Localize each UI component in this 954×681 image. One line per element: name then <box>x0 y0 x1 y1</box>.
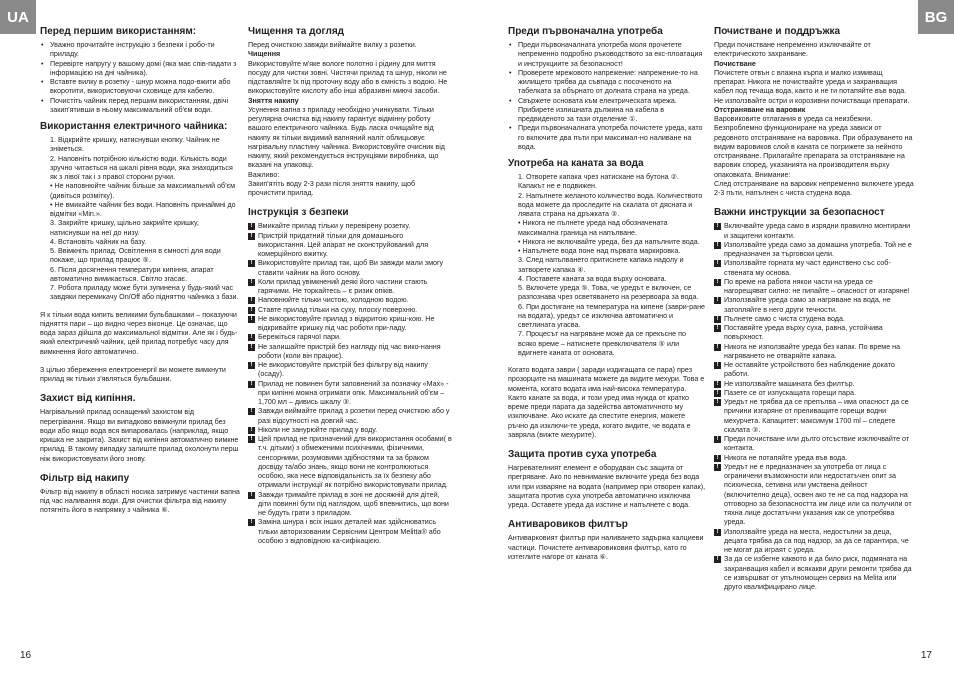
warning-icon: ! <box>714 436 721 443</box>
page-number-right: 17 <box>920 650 932 661</box>
warning-icon: ! <box>714 223 721 230</box>
list-item: 7. Робота приладу може бути зупинена у будь-який час завдяки перемикачу On/Off або підняттю чайника з бази. <box>50 284 239 302</box>
subheading-cleaning-bg: Почистване <box>714 59 756 68</box>
paragraph: Когато водата заври ( заради издигащата се пара) през прозорците на машината можете да видите мехури. Това е момента, когато водата има най-висока температура. Както канате за вода, и този уред има нужда от кратко време преди парата да задейства автоматичното му изключване. Ако искате да спестите енергия, можете ръчно да изключи-те уреда, когато видите, че водата е завряла (вижте мехурите). <box>508 366 705 439</box>
list-item: 5. Ввімкніть прилад. Освітлення в ємності для води покаже, що прилад працює ⑤. <box>50 247 221 265</box>
list-item: • Свържете основата към електрическата мрежа. Прибирете излишната дължина на кабела в предвиденото за тази отделение ①. <box>508 97 706 125</box>
usage-steps-bg <box>508 173 706 358</box>
paragraph: Нагревателният елемент е оборудван със защита от прегряване. Ако по невнимание включите уреда без вода или при изваряне на водата (например при отворен капак), защитата против суха употреба автоматично изключва уреда. Оставете уреда да изстине и напълнете с вода. <box>508 464 706 509</box>
warning-icon: ! <box>248 233 255 240</box>
list-item: ! Използвайте уреда само за нагряване на вода, не затопляйте в него други течности. <box>714 296 914 315</box>
list-item: • Никога не пълнете уреда над обозначената максимална граница на напълване. <box>518 219 668 237</box>
page-number-left: 16 <box>20 650 32 661</box>
warning-icon: ! <box>248 223 255 230</box>
list-item: ! Вмикайте прилад тільки у перевірену розетку. <box>248 222 452 231</box>
list-item: • Не наповнюйте чайник більше за максимальний об'єм (дивіться розмітку). <box>50 182 236 200</box>
list-item: 7. Процесът на нагряване може да се прекъсне по всяко време – натиснете превключвателя ⑤ или вдигнете каната от основата. <box>518 330 686 357</box>
list-item: ! Ставте прилад тільки на суху, плоску поверхню. <box>248 306 452 315</box>
warning-icon: ! <box>714 556 721 563</box>
heading-before-first-use-bg: Преди първоначална употреба <box>508 26 663 37</box>
heading-before-first-use: Перед першим використанням: <box>40 26 197 37</box>
column-ua-usage <box>40 26 240 525</box>
list-item: 4. Поставете каната за вода върху основата. <box>518 274 667 283</box>
list-item: 1. Відкрийте кришку, натиснувши кнопку. Чайник не зніметься. <box>50 136 220 154</box>
paragraph: Використовуйте м'яке вологе полотно і рідину для миття посуду для чистки зовні. Чистячи прилад та шнур, ніколи не підставляйте їх під проточну воду або в ємність з водою. Не використовуйте кислоту або інші абразивні миючі засоби. <box>248 59 448 96</box>
list-item: 3. След напълването притиснете капака надолу и затворете капака ④. <box>518 256 684 274</box>
list-item: ! Використовуйте прилад так, щоб Ви завжди мали змогу ставити чайник на його основу. <box>248 259 452 278</box>
paragraph: Я к тільки вода кипить великими бульбашками – показуючи підняття пари – що видно через віконце. Це означає, що вода зараз дійшла до максимальної відмітки. Але як і будь-який електричний чайник, цей прилад потребує часу для вимкнення його автоматично. <box>40 310 238 356</box>
list-item: ! Завжди виймайте прилад з розетки перед очисткою або у разі відсутності на довгий час. <box>248 407 452 426</box>
list-item: ! Не залишайте пристрій без нагляду під час вико-нання роботи (коли він працює). <box>248 343 452 362</box>
paragraph: Перед очисткою завжди виймайте вилку з розетки. <box>248 41 417 49</box>
list-item: ! Заміна шнура і всіх інших деталей має здійснюватись тільки авторизованим Сервісним Центром Melitta® або особою з відповідною ка-сифікацією. <box>248 518 452 546</box>
column-bg-usage <box>508 26 706 571</box>
warning-icon: ! <box>714 325 721 332</box>
subheading-cleaning: Чищення <box>248 50 281 59</box>
warning-icon: ! <box>714 242 721 249</box>
warning-icon: ! <box>714 279 721 286</box>
list-item: ! По време на работа някои части на уреда се нагорещяват силно: не пипайте – опасност от изгаряне! <box>714 278 914 297</box>
paragraph: Закип'ятіть воду 2-3 рази після зняття накипу, щоб прочистити прилад. <box>248 179 416 197</box>
warning-icon: ! <box>714 316 721 323</box>
list-item: ! Включвайте уреда само в изрядни правилно монтирани и защитени контакти. <box>714 222 914 241</box>
heading-cleaning-care-bg: Почистване и поддръжка <box>714 26 841 37</box>
list-item: ! Наповнюйте тільки чистою, холодною водою. <box>248 296 452 305</box>
heading-safety: Інструкція з безпеки <box>248 207 349 219</box>
warning-icon: ! <box>248 427 255 434</box>
safety-list-bg <box>714 222 914 592</box>
warning-icon: ! <box>714 455 721 462</box>
paragraph: Антиварковият филтър при наливането задържа калциеви частици. Почистете антиваровиковия филтър, като го изтеглите нагоре от каната ⑥. <box>508 534 704 561</box>
paragraph: З цілью збереження електроенергії ви можете вимкнути прилад як тільки з'являться бульбашки. <box>40 365 226 383</box>
list-item: 6. Після досягнення температури кипіння, апарат автоматично вимикається. Світло згасає. <box>50 265 214 283</box>
list-item: 4. Встановіть чайник на базу. <box>50 237 147 246</box>
list-item: ! Уредът не трябва да се препълва – има опасност да се причини изгаряне от преливащите горещи водни мехурчета. Капацитет: максимум 1700 ml – следете скалата ③. <box>714 398 914 435</box>
paragraph: След отстраняване на варовик непременно включете уреда 2-3 пъти, напълнен с чиста студена вода. <box>714 179 914 197</box>
language-tab-ua: UA <box>0 0 36 34</box>
warning-icon: ! <box>248 279 255 286</box>
list-item: • Уважно прочитайте інструкцію з безпеки і робо-ти приладу. <box>40 41 240 60</box>
list-item: ! Никога не използвайте уреда без капак. По време на нагряването не отваряйте капака. <box>714 343 914 362</box>
list-item: ! Не використовуйте пристрій без фільтру від накипу (осаду). <box>248 361 452 380</box>
warning-icon: ! <box>248 334 255 341</box>
list-item: • Преди първоначалната употреба почистете уреда, като го включите два пъти при максимал-но наливане на вода. <box>508 124 706 152</box>
warning-icon: ! <box>248 362 255 369</box>
warning-icon: ! <box>248 436 255 443</box>
first-use-list <box>40 41 240 115</box>
list-item: 5. Включете уреда ⑤. Това, че уредът е включен, се разпознава чрез осветяването на резервоара за вода. <box>518 284 699 302</box>
list-item: ! Уредът не е предназначен за употреба от лица с ограничени възможности или недостатъчен опит за психическа, сетивна или умствена дейност (включително деца), освен ако те не са под надзора на отговорно за безопасността им лице или са получили от тяхна лице достатъчни указания как се употребява уреда. <box>714 463 914 528</box>
list-item: • Почистіть чайник перед першим використанням, двічі закип'ятивши в ньому максимальний об'єм води. <box>40 97 240 116</box>
heading-kettle-use: Використання електричного чайника: <box>40 121 228 132</box>
list-item: ! Завжди тримайте прилад в зоні не досяжній для дітей, діти повинні бути під наглядом, щоб впевнитись, що вони не будуть грати з приладом. <box>248 491 452 519</box>
list-item: ! Пълнете само с чиста студена вода. <box>714 315 914 324</box>
list-item: ! Не використовуйте прилад з відкритою криш-кою. Не відкривайте кришку під час роботи при-ладу. <box>248 315 452 334</box>
list-item: 3. Закрийте кришку, щільно закрийте кришку, натиснувши на неї до низу. <box>50 219 199 237</box>
warning-icon: ! <box>248 260 255 267</box>
list-item: ! Никога не потапяйте уреда във вода. <box>714 454 914 463</box>
subheading-descaling: Зняття накипу <box>248 96 299 105</box>
list-item: • Не вмикайте чайник без води. Наповніть принаймні до відмітки «Min.». <box>50 200 236 218</box>
safety-list <box>248 222 452 546</box>
first-use-list-bg <box>508 41 706 152</box>
warning-icon: ! <box>714 297 721 304</box>
heading-kettle-use-bg: Употреба на каната за вода <box>508 158 644 169</box>
warning-icon: ! <box>248 408 255 415</box>
warning-icon: ! <box>248 381 255 388</box>
warning-icon: ! <box>714 390 721 397</box>
list-item: ! Не използвайте машината без филтър. <box>714 380 914 389</box>
list-item: 2. Наповніть потрібною кількістю води. Кількість води зручно читається на шкалі рівня води, яка знаходиться як з лівої так і з правої сторони ручки. <box>50 154 233 181</box>
list-item: ! Коли прилад увімкнений деякі його частини стають гарячими. Не торкайтесь – є ризик опіків. <box>248 278 452 297</box>
warning-icon: ! <box>248 492 255 499</box>
paragraph: Усунення вапна з приладу необхідно учинкувати. Тільки регулярна очистка від накипу гарантує відмінну роботу вашого електричного чайника. Будь ласка очищайте від накипу як тільки видимий вапняний наліт облицьовує нагрівальну пластину чайника. Використовуйте очисник від накипу, який рекомендується інструкціями виробника, що вказані на упаковці. <box>248 105 445 170</box>
list-item: • Перевірте напругу у вашому домі (яка має спів-падати з інформацією на дні чайника). <box>40 60 240 79</box>
list-item: ! Поставяйте уреда върху суха, равна, устойчива повърхност. <box>714 324 914 343</box>
list-item: • Напълнете вода поне над първата маркировка. <box>518 247 681 255</box>
heading-scale-filter-bg: Антиваровиков филтър <box>508 519 628 531</box>
column-bg-care <box>714 26 914 592</box>
heading-dry-protection-bg: Защита против суха употреба <box>508 449 657 460</box>
warning-icon: ! <box>714 260 721 267</box>
warning-icon: ! <box>714 362 721 369</box>
list-item: ! Прилад не повинен бути заповнений за позначку «Max» - при кипінні можна отримати опік. Максимальний об'єм – 1,700 мл – дивись шкалу ③. <box>248 380 452 408</box>
list-item: ! За да се избегне каквото и да било риск, подмяната на захранващия кабел и всякакви други ремонти трябва да се извършват от упълномощен сервиз на Melita или друго квалифицирано лице. <box>714 555 914 592</box>
list-item: 1. Отворете капака чрез натискане на бутона ②. Капакът не е подвижен. <box>518 173 679 191</box>
warning-icon: ! <box>248 344 255 351</box>
usage-steps <box>40 136 240 303</box>
list-item: • Преди първоначалната употреба моля прочетете непременно подробно ръководството за екс-плоатация и инструкциите за безопасност! <box>508 41 706 69</box>
heading-dry-boil-protection: Захист від кипіння. <box>40 393 136 405</box>
warning-icon: ! <box>248 316 255 323</box>
list-item: • Никога не включвайте уреда, без да напълните вода. <box>518 237 700 246</box>
paragraph: Преди почистване непременно изключвайте от електрическото захранване. <box>714 41 871 59</box>
list-item: ! Преди почистване или дълго отсъствие изключвайте от контакта. <box>714 435 914 454</box>
paragraph: Варовиковите отлагания в уреда са неизбежни. Безпроблемно функциониране на уреда зависи от редовното отстраняване на варовика. При образуването на видим варовиков слой в каната се погрижете за нейното отстраняване. Прилагайте препарата за отстраняване на варовик според, указанията на производителя върху опаковката. Внимание: <box>714 115 913 179</box>
warning-icon: ! <box>714 381 721 388</box>
paragraph: Важливо: <box>248 170 280 179</box>
warning-icon: ! <box>248 297 255 304</box>
list-item: ! Пазете се от изпускащата горещи пара. <box>714 389 914 398</box>
list-item: ! Ніколи не занурюйте прилад у воду. <box>248 426 452 435</box>
paragraph: Нагрівальний прилад оснащений захистом від перегрівання. Якщо ви випадково ввімкнули прилад без води або якщо вода вся випаровалась (наприклад, якщо кришка не закрита). Захист від кипіння автоматично вимкне прилад. В такому випадку залиште прилад охолонути перш ніж використовувати його знову. <box>40 408 239 463</box>
list-item: • Вставте вилку в розетку - шнур можна подо-вжити або вкоротити, використовуючи сховище для кабелю. <box>40 78 240 97</box>
warning-icon: ! <box>714 399 721 406</box>
warning-icon: ! <box>714 464 721 471</box>
warning-icon: ! <box>248 307 255 314</box>
heading-scale-filter: Фільтр від накипу <box>40 472 130 484</box>
column-ua-care <box>248 26 452 546</box>
paragraph: Почистете отвън с влажна кърпа и малко измиващ препарат. Никога не почиствайте уреда и захранващия кабел под течаща вода, както и не ги потапяйте във вода. Не използвайте остри и корозивни почистващи препарати. <box>714 68 910 105</box>
list-item: ! Пристрій придатний тільки для домашнього використання. Цей апарат не сконструйований для комерційного вжитку. <box>248 232 452 260</box>
list-item: ! Бережіться гарячої пари. <box>248 333 452 342</box>
list-item: 2. Напълнете желаното количество вода. Количеството вода можете да проследите на скалата от дясната и лявата страна на дръжката ③. <box>518 191 703 218</box>
list-item: ! Използвайте горната му част единствено със соб-ствената му основа. <box>714 259 914 278</box>
warning-icon: ! <box>714 529 721 536</box>
list-item: • Проверете мрежовото напрежение: напрежение-то на жилището трябва да съвпада с посоченото на табелката за обърнато от долната страна на уреда. <box>508 69 706 97</box>
language-tab-bg: BG <box>918 0 954 34</box>
warning-icon: ! <box>714 344 721 351</box>
list-item: ! Използвайте уреда на места, недостъпни за деца, децата трябва да са под надзор, за да се гарантира, че не могат да играят с уреда. <box>714 528 914 556</box>
subheading-descaling-bg: Отстраняване на варовик <box>714 105 806 114</box>
list-item: ! Цей прилад не призначений для використання особами( в т.ч. дітьми) з обмеженими психічними, фізичними, сенсорними, розумовими здібностями та за браком досвіду та/або знань, якщо вони не контролюються особою, яка несе відповідальність за їх безпеку або отримали інструкції як потрібно використовувати прилад. <box>248 435 452 491</box>
paragraph: Фільтр від накипу в області носика затримує частинки вапна під час наливання води. Для очистки фільтра від накипу потягніть його в напрямку з чайника ⑥. <box>40 487 240 515</box>
heading-safety-bg: Важни инструкции за безопасност <box>714 207 885 219</box>
heading-cleaning-care: Чищення та догляд <box>248 26 345 37</box>
list-item: ! Използвайте уреда само за домашна употреба. Той не е предназначен за търговски цели. <box>714 241 914 260</box>
warning-icon: ! <box>248 519 255 526</box>
list-item: 6. При достигане на температура на кипене (заври-ране на водата), уредът се изключва автоматично и светлината угасва. <box>518 302 706 329</box>
list-item: ! Не оставяйте устройството без наблюдение докато работи. <box>714 361 914 380</box>
